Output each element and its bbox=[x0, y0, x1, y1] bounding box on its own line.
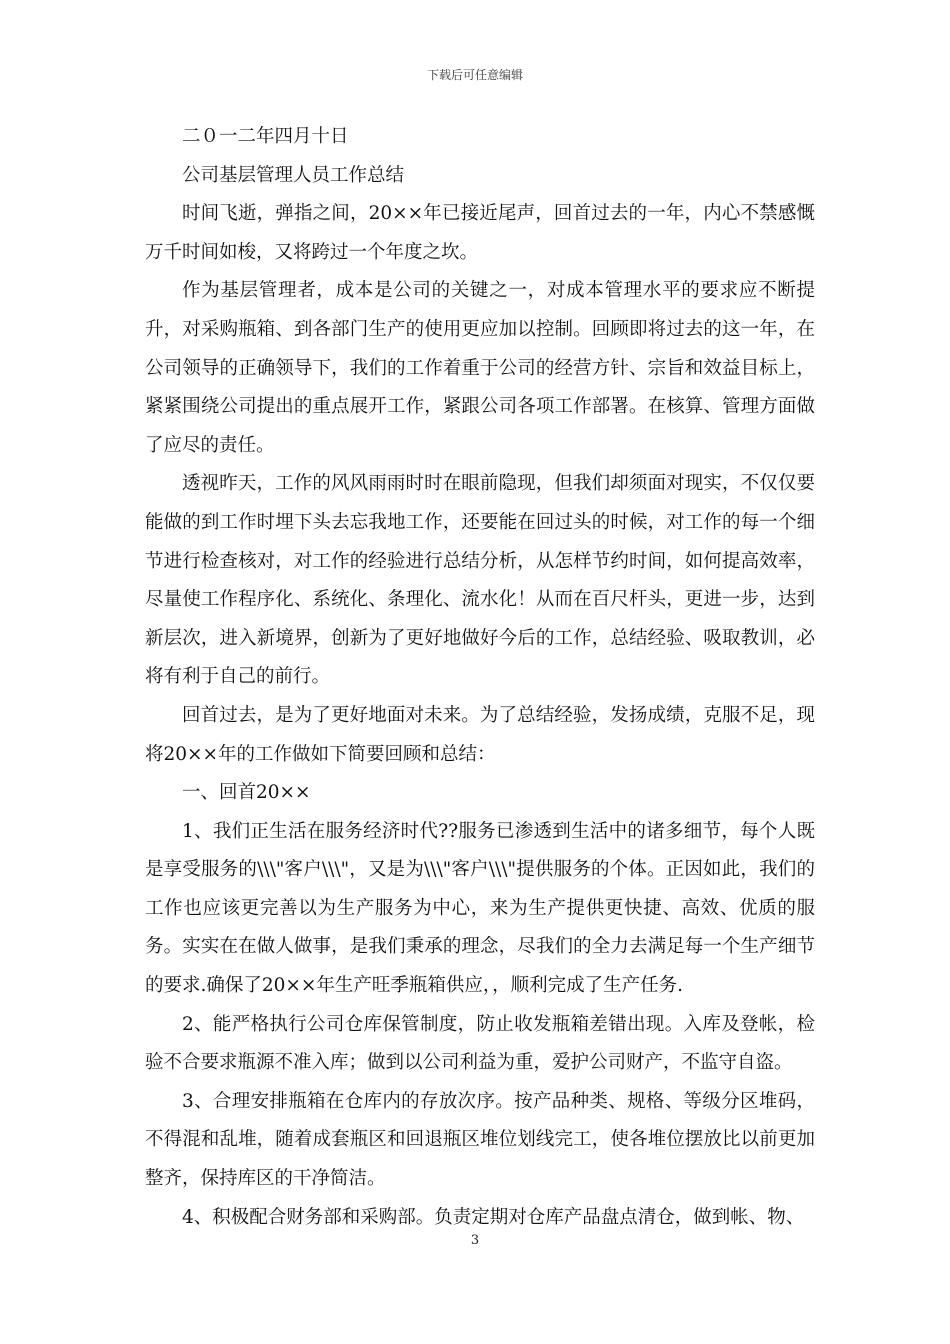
paragraph: 透视昨天，工作的风风雨雨时时在眼前隐现，但我们却须面对现实，不仅仅要能做的到工作时埋下头去忘我地工作，还要能在回过头的时候，对工作的每一个细节进行检查核对，对工作的经验进行总结分析，从怎样节约时间，如何提高效率，尽量使工作程序化、系统化、条理化、流水化！从而在百尺杆头，更进一步，达到新层次，进入新境界，创新为了更好地做好今后的工作，总结经验、吸取教训，必将有利于自己的前行。 bbox=[145, 473, 815, 688]
list-item: 1、我们正生活在服务经济时代??服务已渗透到生活中的诸多细节，每个人既是享受服务的\\\"客户\\\"，又是为\\\"客户\\\"提供服务的个体。正因如此，我们的工作也应该更完善以为生产服务为中心，来为生产提供更快捷、高效、优质的服务。实实在在做人做事，是我们秉承的理念，尽我们的全力去满足每一个生产细节的要求.确保了20××年生产旺季瓶箱供应，，顺利完成了生产任务. bbox=[145, 820, 815, 997]
list-item: 4、积极配合财务部和采购部。负责定期对仓库产品盘点清仓，做到帐、物、 bbox=[182, 1206, 805, 1228]
section-heading: 一、回首20×× bbox=[182, 782, 311, 804]
date-line: 二０一二年四月十日 bbox=[182, 126, 349, 147]
paragraph: 回首过去，是为了更好地面对未来。为了总结经验，发扬成绩，克服不足，现将20××年的工作做如下简要回顾和总结： bbox=[145, 704, 815, 765]
paragraph: 作为基层管理者，成本是公司的关键之一，对成本管理水平的要求应不断提升，对采购瓶箱、到各部门生产的使用更应加以控制。回顾即将过去的这一年，在公司领导的正确领导下，我们的工作着重于公司的经营方针、宗旨和效益目标上，紧紧围绕公司提出的重点展开工作，紧跟公司各项工作部署。在核算、管理方面做了应尽的责任。 bbox=[145, 280, 815, 456]
page-header: 下载后可任意编辑 bbox=[426, 68, 523, 82]
page-number: 3 bbox=[470, 1233, 480, 1248]
list-item: 2、能严格执行公司仓库保管制度，防止收发瓶箱差错出现。入库及登帐，检验不合要求瓶源不准入库；做到以公司利益为重，爱护公司财产，不监守自盗。 bbox=[145, 1013, 815, 1074]
document-title: 公司基层管理人员工作总结 bbox=[182, 164, 405, 186]
document-body bbox=[145, 118, 815, 1237]
paragraph: 时间飞逝，弹指之间，20××年已接近尾声，回首过去的一年，内心不禁感慨万千时间如梭，又将跨过一个年度之坎。 bbox=[145, 203, 815, 263]
list-item: 3、合理安排瓶箱在仓库内的存放次序。按产品种类、规格、等级分区堆码，不得混和乱堆，随着成套瓶区和回退瓶区堆位划线完工，使各堆位摆放比以前更加整齐，保持库区的干净简洁。 bbox=[145, 1090, 815, 1190]
